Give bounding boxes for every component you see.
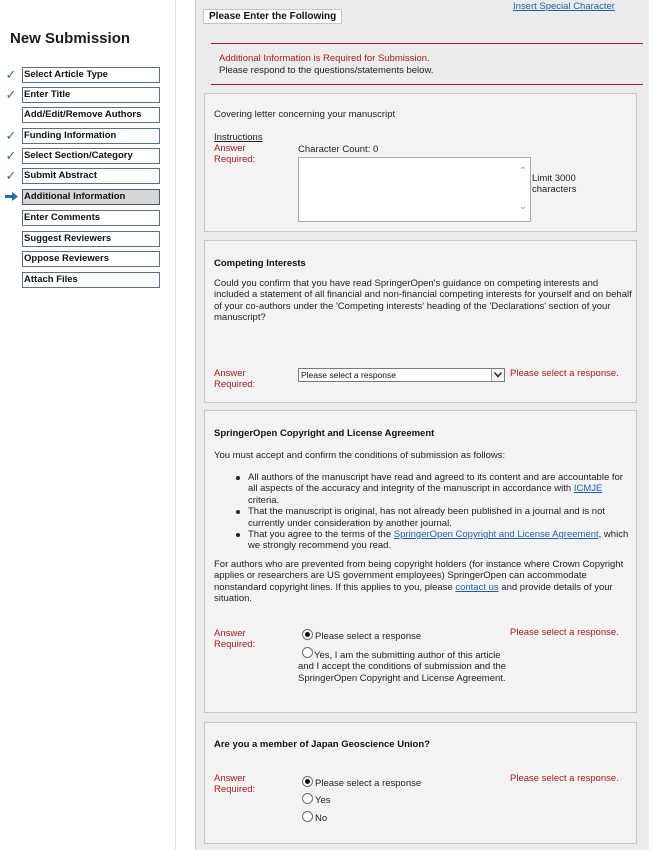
- checkmark-icon: ✓: [5, 87, 17, 102]
- condition-item: That the manuscript is original, has not already been published in a journal and is not currently under consideration by another journal.: [248, 506, 633, 529]
- answer-required-label: Answer Required:: [214, 143, 256, 165]
- instruction-text: Please respond to the questions/statements below.: [219, 65, 434, 76]
- competing-interests-card: [204, 240, 637, 403]
- step-label[interactable]: Oppose Reviewers: [22, 251, 160, 267]
- radio-label: Please select a response: [315, 778, 422, 789]
- competing-interests-error: Please select a response.: [510, 368, 619, 379]
- copyright-error: Please select a response.: [510, 627, 619, 638]
- condition-item: All authors of the manuscript have read and agreed to its content and are accountable for all aspects of the accuracy and integrity of the manuscript in accordance with ICMJE criteria.: [248, 472, 633, 506]
- step-section-category[interactable]: [0, 148, 176, 164]
- jgu-membership-card: [204, 722, 637, 844]
- license-agreement-link[interactable]: SpringerOpen Copyright and License Agreement: [393, 529, 599, 541]
- step-label[interactable]: Add/Edit/Remove Authors: [22, 107, 160, 123]
- character-limit: Limit 3000 characters: [532, 173, 577, 196]
- cover-letter-prompt: Covering letter concerning your manuscript: [214, 109, 396, 120]
- copyright-note: For authors who are prevented from being copyright holders (for instance where Crown Copyright applies or researchers are US government employees) SpringerOpen can accommodate nonstandard copyright lines. If this applies to you, please contact us and provide details of your situation.: [214, 559, 624, 605]
- chevron-down-icon: [491, 369, 504, 381]
- radio-label: No: [315, 813, 328, 824]
- instructions-link[interactable]: Instructions: [214, 132, 263, 143]
- jgu-radio-please-select[interactable]: [302, 776, 313, 787]
- step-label[interactable]: Suggest Reviewers: [22, 231, 160, 247]
- contact-us-link[interactable]: contact us: [455, 581, 499, 593]
- jgu-title: Are you a member of Japan Geoscience Union?: [214, 739, 430, 750]
- scroll-down-icon[interactable]: ⌄: [518, 201, 528, 212]
- condition-item: That you agree to the terms of the SpringerOpen Copyright and License Agreement, which we strongly recommend you read.: [248, 529, 633, 552]
- step-label[interactable]: Additional Information: [22, 189, 160, 205]
- jgu-radio-yes[interactable]: [302, 793, 313, 804]
- step-enter-title[interactable]: [0, 87, 176, 103]
- required-notice: [211, 43, 643, 85]
- copyright-conditions-list: [248, 472, 633, 552]
- insert-special-character-link[interactable]: Insert Special Character: [513, 1, 615, 12]
- step-attach-files[interactable]: [0, 272, 176, 288]
- answer-required-label: Answer Required:: [214, 773, 256, 795]
- step-label[interactable]: Funding Information: [22, 128, 160, 144]
- competing-interests-title: Competing Interests: [214, 258, 306, 269]
- step-label[interactable]: Select Section/Category: [22, 148, 160, 164]
- character-count: Character Count: 0: [298, 144, 379, 155]
- radio-label: Yes, I am the submitting author of this article and I accept the conditions of submission and the SpringerOpen Copyright and License Agreement.: [298, 650, 507, 684]
- checkmark-icon: ✓: [5, 168, 17, 183]
- step-suggest-reviewers[interactable]: [0, 231, 176, 247]
- cover-letter-card: [204, 93, 637, 232]
- radio-label: Please select a response: [315, 631, 422, 642]
- step-authors[interactable]: [0, 107, 176, 123]
- select-value: Please select a response: [301, 370, 396, 380]
- step-label[interactable]: Select Article Type: [22, 67, 160, 83]
- sidebar-title: New Submission: [10, 30, 131, 47]
- step-oppose-reviewers[interactable]: [0, 251, 176, 267]
- competing-interests-text: Could you confirm that you have read SpringerOpen's guidance on competing interests and included a statement of all financial and non-financial competing interests for yourself and on behalf of your co-authors under the 'Competing interests' heading of the 'Declarations' section of your manuscript?: [214, 278, 632, 324]
- step-select-article-type[interactable]: [0, 67, 176, 83]
- step-label[interactable]: Enter Title: [22, 87, 160, 103]
- checkmark-icon: ✓: [5, 128, 17, 143]
- form-legend: Please Enter the Following: [203, 9, 342, 24]
- copyright-radio-please-select[interactable]: [302, 629, 313, 640]
- arrow-right-icon: [4, 189, 18, 205]
- step-label[interactable]: Submit Abstract: [22, 168, 160, 184]
- scroll-up-icon[interactable]: ⌃: [518, 166, 528, 177]
- competing-interests-select[interactable]: [298, 368, 505, 382]
- step-enter-comments[interactable]: [0, 210, 176, 226]
- jgu-error: Please select a response.: [510, 773, 619, 784]
- step-submit-abstract[interactable]: [0, 168, 176, 184]
- checkmark-icon: ✓: [5, 67, 17, 82]
- copyright-intro: You must accept and confirm the conditions of submission as follows:: [214, 450, 506, 461]
- radio-label: Yes: [315, 795, 331, 806]
- checkmark-icon: ✓: [5, 148, 17, 163]
- icmje-link[interactable]: ICMJE: [573, 483, 603, 495]
- answer-required-label: Answer Required:: [214, 368, 256, 390]
- copyright-card: [204, 410, 637, 713]
- step-additional-information[interactable]: [0, 189, 176, 205]
- required-notice-text: Additional Information is Required for Submission.: [219, 53, 430, 64]
- step-label[interactable]: Enter Comments: [22, 210, 160, 226]
- jgu-radio-no[interactable]: [302, 811, 313, 822]
- step-label[interactable]: Attach Files: [22, 272, 160, 288]
- answer-required-label: Answer Required:: [214, 628, 256, 650]
- sidebar: [0, 0, 176, 850]
- copyright-title: SpringerOpen Copyright and License Agreement: [214, 428, 435, 439]
- step-funding-information[interactable]: [0, 128, 176, 144]
- cover-letter-textarea[interactable]: [298, 157, 531, 222]
